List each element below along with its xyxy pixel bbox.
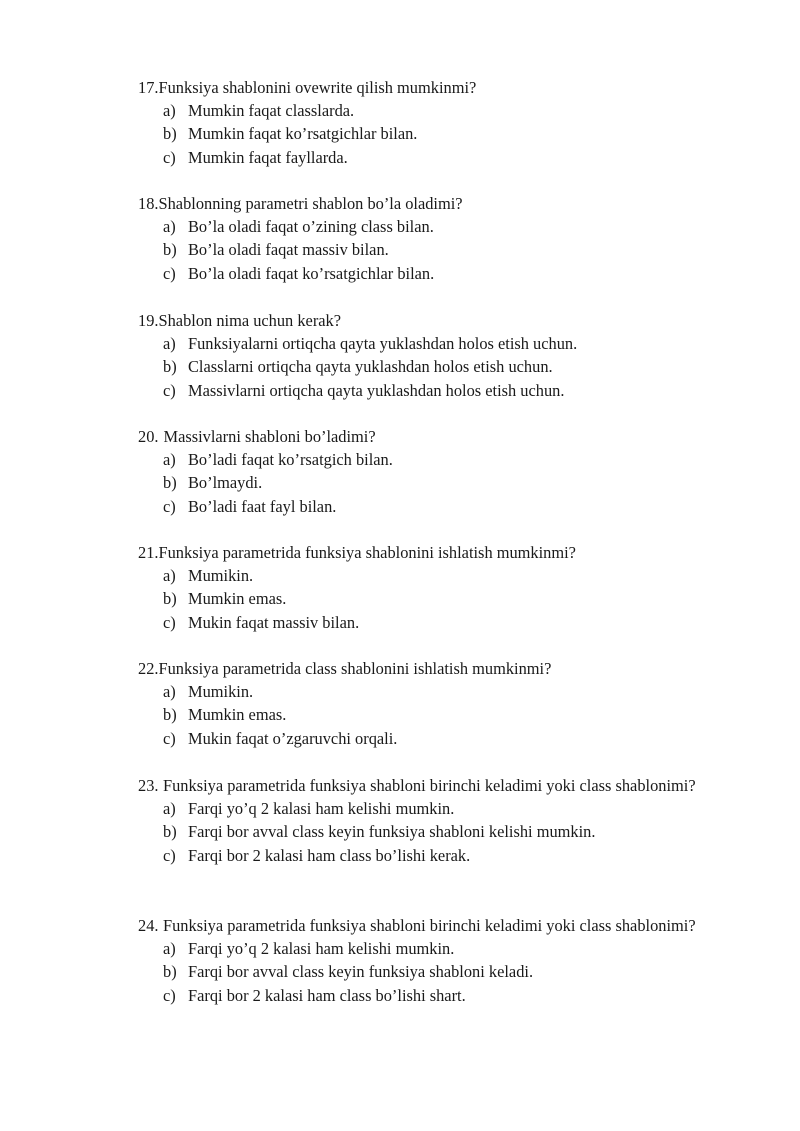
answer-letter: a) <box>163 450 176 470</box>
answer-text: Mumkin emas. <box>188 705 287 725</box>
answer-list <box>138 680 743 750</box>
question-number: 22. <box>138 659 159 678</box>
answer-letter: a) <box>163 682 176 702</box>
question-21 <box>138 541 743 634</box>
answer-letter: a) <box>163 217 176 237</box>
answer-letter: b) <box>163 822 177 842</box>
answer-text: Funksiyalarni ortiqcha qayta yuklashdan holos etish uchun. <box>188 334 578 354</box>
answer-letter: c) <box>163 147 176 167</box>
question-19 <box>138 309 743 402</box>
question-text: Funksiya parametrida class shablonini ishlatish mumkinmi? <box>158 659 552 678</box>
answer-option-c <box>138 495 743 518</box>
question-text: Funksiya shablonini ovewrite qilish mumkinmi? <box>158 78 477 97</box>
answer-text: Mumikin. <box>188 566 254 586</box>
answer-text: Mumkin faqat fayllarda. <box>188 147 348 167</box>
answer-letter: c) <box>163 612 176 632</box>
question-text-line <box>138 657 743 680</box>
question-text: Funksiya parametrida funksiya shabloni birinchi keladimi yoki class shablonimi? <box>163 776 696 795</box>
answer-text: Mukin faqat o’zgaruvchi orqali. <box>188 728 398 748</box>
answer-text: Bo’lmaydi. <box>188 473 263 493</box>
question-number: 21. <box>138 543 159 562</box>
question-number: 19. <box>138 311 159 330</box>
answer-option-b <box>138 122 743 145</box>
question-text-line <box>138 425 743 448</box>
answer-option-b <box>138 238 743 261</box>
answer-list <box>138 564 743 634</box>
question-text-line <box>138 774 743 797</box>
question-text-line <box>138 76 743 99</box>
answer-option-c <box>138 146 743 169</box>
answer-letter: b) <box>163 240 177 260</box>
question-17 <box>138 76 743 169</box>
question-text-line <box>138 309 743 332</box>
answer-option-b <box>138 703 743 726</box>
answer-text: Bo’la oladi faqat o’zining class bilan. <box>188 217 434 237</box>
answer-text: Farqi bor avval class keyin funksiya shabloni keladi. <box>188 962 534 982</box>
answer-text: Mumkin faqat classlarda. <box>188 101 355 121</box>
answer-letter: c) <box>163 380 176 400</box>
answer-letter: c) <box>163 985 176 1005</box>
question-text: Shablonning parametri shablon bo’la oladimi? <box>158 194 463 213</box>
question-text-line <box>138 192 743 215</box>
answer-option-b <box>138 960 743 983</box>
answer-option-c <box>138 984 743 1007</box>
answer-letter: b) <box>163 357 177 377</box>
answer-option-b <box>138 587 743 610</box>
answer-text: Farqi bor avval class keyin funksiya shabloni kelishi mumkin. <box>188 822 596 842</box>
question-text: Shablon nima uchun kerak? <box>158 311 342 330</box>
question-text-line <box>138 541 743 564</box>
answer-letter: b) <box>163 962 177 982</box>
answer-list <box>138 99 743 169</box>
answer-option-c <box>138 727 743 750</box>
answer-letter: a) <box>163 799 176 819</box>
answer-text: Bo’la oladi faqat massiv bilan. <box>188 240 389 260</box>
answer-letter: c) <box>163 496 176 516</box>
answer-letter: a) <box>163 566 176 586</box>
answer-list <box>138 937 743 1007</box>
answer-text: Bo’la oladi faqat ko’rsatgichlar bilan. <box>188 263 435 283</box>
question-text: Massivlarni shabloni bo’ladimi? <box>163 427 376 446</box>
question-number: 24. <box>138 916 159 935</box>
answer-option-b <box>138 355 743 378</box>
answer-text: Massivlarni ortiqcha qayta yuklashdan holos etish uchun. <box>188 380 565 400</box>
answer-text: Classlarni ortiqcha qayta yuklashdan holos etish uchun. <box>188 357 553 377</box>
answer-text: Farqi bor 2 kalasi ham class bo’lishi shart. <box>188 985 466 1005</box>
answer-letter: c) <box>163 845 176 865</box>
answer-option-c <box>138 262 743 285</box>
answer-list <box>138 332 743 402</box>
question-20 <box>138 425 743 518</box>
question-text-line <box>138 914 743 937</box>
answer-letter: b) <box>163 705 177 725</box>
answer-option-a <box>138 448 743 471</box>
answer-text: Mukin faqat massiv bilan. <box>188 612 360 632</box>
answer-list <box>138 448 743 518</box>
answer-text: Farqi bor 2 kalasi ham class bo’lishi kerak. <box>188 845 471 865</box>
answer-option-a <box>138 937 743 960</box>
answer-text: Bo’ladi faat fayl bilan. <box>188 496 337 516</box>
answer-letter: a) <box>163 939 176 959</box>
answer-option-b <box>138 471 743 494</box>
question-number: 17. <box>138 78 159 97</box>
answer-letter: a) <box>163 101 176 121</box>
answer-letter: a) <box>163 334 176 354</box>
answer-letter: c) <box>163 263 176 283</box>
question-number: 23. <box>138 776 159 795</box>
answer-option-a <box>138 332 743 355</box>
answer-option-a <box>138 797 743 820</box>
answer-option-a <box>138 99 743 122</box>
question-number: 18. <box>138 194 159 213</box>
answer-text: Farqi yo’q 2 kalasi ham kelishi mumkin. <box>188 939 455 959</box>
answer-text: Mumikin. <box>188 682 254 702</box>
answer-text: Mumkin faqat ko’rsatgichlar bilan. <box>188 124 418 144</box>
question-number: 20. <box>138 427 159 446</box>
answer-option-c <box>138 611 743 634</box>
answer-letter: b) <box>163 124 177 144</box>
answer-option-a <box>138 564 743 587</box>
question-23 <box>138 774 743 867</box>
answer-letter: c) <box>163 728 176 748</box>
answer-option-c <box>138 379 743 402</box>
question-18 <box>138 192 743 285</box>
answer-list <box>138 797 743 867</box>
answer-option-c <box>138 844 743 867</box>
answer-text: Bo’ladi faqat ko’rsatgich bilan. <box>188 450 393 470</box>
question-24 <box>138 914 743 1007</box>
answer-list <box>138 215 743 285</box>
answer-option-a <box>138 215 743 238</box>
answer-option-a <box>138 680 743 703</box>
answer-text: Mumkin emas. <box>188 589 287 609</box>
answer-text: Farqi yo’q 2 kalasi ham kelishi mumkin. <box>188 799 455 819</box>
answer-letter: b) <box>163 473 177 493</box>
answer-option-b <box>138 820 743 843</box>
question-text: Funksiya parametrida funksiya shablonini ishlatish mumkinmi? <box>158 543 576 562</box>
question-22 <box>138 657 743 750</box>
answer-letter: b) <box>163 589 177 609</box>
question-text: Funksiya parametrida funksiya shabloni birinchi keladimi yoki class shablonimi? <box>163 916 696 935</box>
